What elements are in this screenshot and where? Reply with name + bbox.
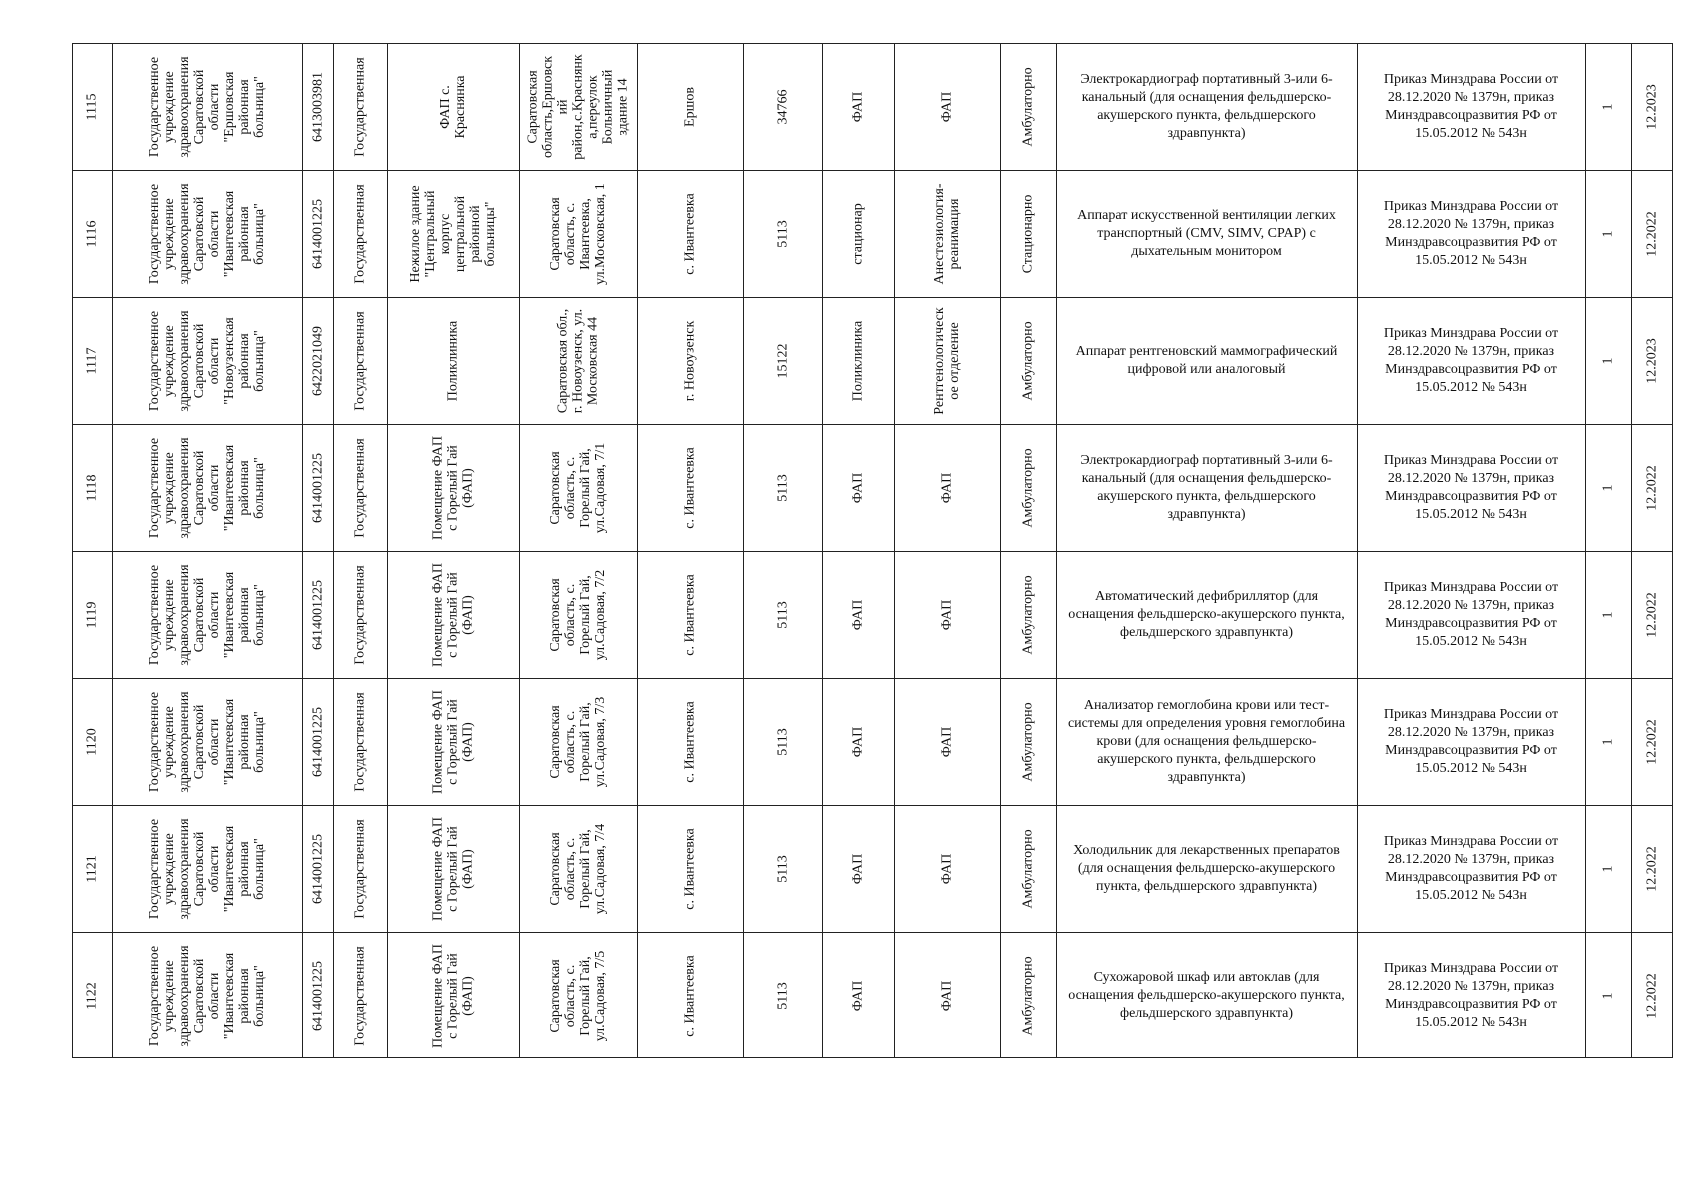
dept-text: ФАП bbox=[939, 599, 955, 630]
address-text: Саратовская область, с. Горелый Гай, ул.Садовая, 7/2 bbox=[548, 569, 608, 660]
cell-care bbox=[1000, 932, 1056, 1059]
type-text: Государственная bbox=[352, 945, 368, 1046]
num-text: 1118 bbox=[84, 474, 100, 501]
cell-equipment bbox=[1056, 932, 1357, 1059]
building-text: Нежилое здание "Центральный корпус центральной районной больницы" bbox=[408, 184, 498, 283]
inn-text: 6422021049 bbox=[310, 325, 325, 396]
dept-text: ФАП bbox=[939, 853, 955, 884]
cell-order bbox=[1357, 678, 1585, 805]
cell-building bbox=[387, 170, 519, 297]
cell-date bbox=[1631, 678, 1673, 805]
care-text: Амбулаторно bbox=[1020, 320, 1036, 401]
order-text: Приказ Минздрава России от 28.12.2020 № 1379н, приказ Минздравсоцразвития РФ от 15.05.2012 № 543н bbox=[1383, 706, 1559, 776]
population-text: 5113 bbox=[775, 473, 790, 502]
address-text: Саратовская область,Ершовск ий район,с.Краснянк а,переулок Больничный здание 14 bbox=[525, 53, 631, 160]
cell-date bbox=[1631, 932, 1673, 1059]
equipment-text: Электрокардиограф портативный 3-или 6-канальный (для оснащения фельдшерско-акушерского пункта, фельдшерского здравпункта) bbox=[1080, 71, 1333, 141]
dept-text: Рентгенологическ ое отделение bbox=[932, 306, 962, 415]
cell-num bbox=[72, 805, 112, 932]
org-text: Государственное учреждение здравоохранения Саратовской области "Ивантеевская районная больница" bbox=[147, 563, 267, 666]
cell-inn bbox=[302, 678, 333, 805]
cell-building bbox=[387, 932, 519, 1059]
address-text: Саратовская область, с. Горелый Гай, ул.Садовая, 7/1 bbox=[548, 442, 608, 533]
table-row bbox=[72, 551, 1673, 678]
type-text: Государственная bbox=[352, 564, 368, 665]
city-text: с. Ивантеевка bbox=[682, 573, 698, 656]
table-row bbox=[72, 805, 1673, 932]
cell-qty bbox=[1585, 297, 1631, 424]
date-text: 12.2022 bbox=[1644, 972, 1660, 1019]
cell-unit bbox=[822, 551, 894, 678]
equipment-text: Аппарат искусственной вентиляции легких транспортный (CMV, SIMV, CPAP) с дыхательным монитором bbox=[1077, 207, 1336, 259]
cell-type bbox=[333, 551, 387, 678]
qty-text: 1 bbox=[1600, 865, 1616, 872]
building-text: Поликлиника bbox=[445, 320, 461, 401]
cell-population bbox=[743, 805, 822, 932]
qty-text: 1 bbox=[1600, 484, 1616, 491]
num-text: 1115 bbox=[84, 93, 100, 120]
cell-qty bbox=[1585, 678, 1631, 805]
cell-building bbox=[387, 805, 519, 932]
care-text: Амбулаторно bbox=[1020, 701, 1036, 782]
inn-text: 6414001225 bbox=[310, 198, 325, 269]
cell-qty bbox=[1585, 551, 1631, 678]
unit-text: стационар bbox=[850, 202, 866, 265]
org-text: Государственное учреждение здравоохранения Саратовской области "Ивантеевская районная больница" bbox=[147, 182, 267, 285]
cell-building bbox=[387, 43, 519, 170]
order-text: Приказ Минздрава России от 28.12.2020 № 1379н, приказ Минздравсоцразвития РФ от 15.05.2012 № 543н bbox=[1383, 579, 1559, 649]
cell-inn bbox=[302, 805, 333, 932]
cell-unit bbox=[822, 43, 894, 170]
cell-qty bbox=[1585, 932, 1631, 1059]
qty-text: 1 bbox=[1600, 103, 1616, 110]
city-text: с. Ивантеевка bbox=[682, 954, 698, 1037]
city-text: с. Ивантеевка bbox=[682, 192, 698, 275]
equipment-text: Холодильник для лекарственных препаратов (для оснащения фельдшерско-акушерского пункта, фельдшерского здравпункта) bbox=[1073, 842, 1340, 894]
date-text: 12.2022 bbox=[1644, 718, 1660, 765]
org-text: Государственное учреждение здравоохранения Саратовской области "Ершовская районная больница" bbox=[147, 55, 267, 158]
cell-care bbox=[1000, 551, 1056, 678]
org-text: Государственное учреждение здравоохранения Саратовской области "Ивантеевская районная больница" bbox=[147, 944, 267, 1047]
cell-care bbox=[1000, 805, 1056, 932]
table-row bbox=[72, 424, 1673, 551]
num-text: 1120 bbox=[84, 727, 100, 756]
order-text: Приказ Минздрава России от 28.12.2020 № 1379н, приказ Минздравсоцразвития РФ от 15.05.2012 № 543н bbox=[1383, 198, 1559, 268]
order-text: Приказ Минздрава России от 28.12.2020 № 1379н, приказ Минздравсоцразвития РФ от 15.05.2012 № 543н bbox=[1383, 325, 1559, 395]
cell-type bbox=[333, 678, 387, 805]
qty-text: 1 bbox=[1600, 992, 1616, 999]
inn-text: 6413003981 bbox=[310, 71, 325, 142]
building-text: Помещение ФАП с Горелый Гай (ФАП) bbox=[430, 689, 476, 794]
cell-unit bbox=[822, 170, 894, 297]
care-text: Амбулаторно bbox=[1020, 574, 1036, 655]
cell-city bbox=[637, 805, 743, 932]
equipment-text: Автоматический дефибриллятор (для оснащения фельдшерско-акушерского пункта, фельдшерского здравпункта) bbox=[1068, 588, 1345, 640]
inn-text: 6414001225 bbox=[310, 579, 325, 650]
building-text: Помещение ФАП с Горелый Гай (ФАП) bbox=[430, 943, 476, 1048]
cell-type bbox=[333, 43, 387, 170]
cell-city bbox=[637, 170, 743, 297]
care-text: Амбулаторно bbox=[1020, 828, 1036, 909]
cell-num bbox=[72, 424, 112, 551]
cell-date bbox=[1631, 805, 1673, 932]
table-row bbox=[72, 170, 1673, 297]
dept-text: ФАП bbox=[939, 980, 955, 1011]
cell-num bbox=[72, 43, 112, 170]
cell-unit bbox=[822, 678, 894, 805]
unit-text: Поликлиника bbox=[850, 320, 866, 401]
cell-org bbox=[112, 170, 302, 297]
cell-address bbox=[519, 805, 637, 932]
population-text: 5113 bbox=[775, 854, 790, 883]
cell-order bbox=[1357, 297, 1585, 424]
care-text: Амбулаторно bbox=[1020, 66, 1036, 147]
table-row bbox=[72, 43, 1673, 170]
unit-text: ФАП bbox=[850, 91, 866, 122]
cell-address bbox=[519, 43, 637, 170]
type-text: Государственная bbox=[352, 56, 368, 157]
unit-text: ФАП bbox=[850, 853, 866, 884]
population-text: 5113 bbox=[775, 600, 790, 629]
address-text: Саратовская обл., г. Новоузенск, ул. Московская 44 bbox=[555, 308, 601, 413]
inn-text: 6414001225 bbox=[310, 706, 325, 777]
cell-qty bbox=[1585, 805, 1631, 932]
num-text: 1116 bbox=[84, 220, 100, 247]
care-text: Амбулаторно bbox=[1020, 955, 1036, 1036]
cell-org bbox=[112, 424, 302, 551]
address-text: Саратовская область, с. Горелый Гай, ул.Садовая, 7/5 bbox=[548, 950, 608, 1041]
equipment-text: Сухожаровой шкаф или автоклав (для оснащения фельдшерско-акушерского пункта, фельдшерского здравпункта) bbox=[1068, 969, 1345, 1021]
cell-inn bbox=[302, 297, 333, 424]
cell-order bbox=[1357, 43, 1585, 170]
cell-inn bbox=[302, 551, 333, 678]
population-text: 5113 bbox=[775, 981, 790, 1010]
org-text: Государственное учреждение здравоохранения Саратовской области "Ивантеевская районная больница" bbox=[147, 690, 267, 793]
table-row bbox=[72, 678, 1673, 805]
building-text: Помещение ФАП с Горелый Гай (ФАП) bbox=[430, 435, 476, 540]
population-text: 15122 bbox=[775, 343, 790, 378]
cell-equipment bbox=[1056, 551, 1357, 678]
cell-num bbox=[72, 551, 112, 678]
org-text: Государственное учреждение здравоохранения Саратовской области "Ивантеевская районная больница" bbox=[147, 436, 267, 539]
cell-address bbox=[519, 551, 637, 678]
qty-text: 1 bbox=[1600, 357, 1616, 364]
qty-text: 1 bbox=[1600, 611, 1616, 618]
order-text: Приказ Минздрава России от 28.12.2020 № 1379н, приказ Минздравсоцразвития РФ от 15.05.2012 № 543н bbox=[1383, 833, 1559, 903]
cell-dept bbox=[894, 43, 1000, 170]
date-text: 12.2023 bbox=[1644, 337, 1660, 384]
table-row bbox=[72, 297, 1673, 424]
cell-inn bbox=[302, 170, 333, 297]
num-text: 1122 bbox=[84, 981, 100, 1010]
cell-equipment bbox=[1056, 297, 1357, 424]
cell-order bbox=[1357, 424, 1585, 551]
cell-dept bbox=[894, 932, 1000, 1059]
cell-care bbox=[1000, 170, 1056, 297]
cell-population bbox=[743, 424, 822, 551]
cell-unit bbox=[822, 932, 894, 1059]
cell-order bbox=[1357, 805, 1585, 932]
care-text: Амбулаторно bbox=[1020, 447, 1036, 528]
cell-dept bbox=[894, 170, 1000, 297]
inn-text: 6414001225 bbox=[310, 833, 325, 904]
cell-order bbox=[1357, 170, 1585, 297]
cell-org bbox=[112, 932, 302, 1059]
cell-address bbox=[519, 170, 637, 297]
org-text: Государственное учреждение здравоохранения Саратовской области "Ивантеевская районная больница" bbox=[147, 817, 267, 920]
cell-building bbox=[387, 678, 519, 805]
dept-text: Анестезиология- реанимация bbox=[932, 182, 962, 285]
cell-city bbox=[637, 932, 743, 1059]
unit-text: ФАП bbox=[850, 472, 866, 503]
population-text: 5113 bbox=[775, 219, 790, 248]
qty-text: 1 bbox=[1600, 230, 1616, 237]
address-text: Саратовская область, с. Горелый Гай, ул.Садовая, 7/3 bbox=[548, 696, 608, 787]
cell-type bbox=[333, 932, 387, 1059]
cell-population bbox=[743, 678, 822, 805]
address-text: Саратовская область, с. Ивантеевка, ул.Московская, 1 bbox=[548, 182, 608, 285]
cell-num bbox=[72, 170, 112, 297]
type-text: Государственная bbox=[352, 437, 368, 538]
building-text: Помещение ФАП с Горелый Гай (ФАП) bbox=[430, 562, 476, 667]
city-text: с. Ивантеевка bbox=[682, 700, 698, 783]
cell-address bbox=[519, 297, 637, 424]
building-text: ФАП с. Краснянка bbox=[438, 75, 468, 138]
city-text: г. Новоузенск bbox=[682, 320, 698, 401]
date-text: 12.2022 bbox=[1644, 845, 1660, 892]
cell-care bbox=[1000, 678, 1056, 805]
type-text: Государственная bbox=[352, 818, 368, 919]
qty-text: 1 bbox=[1600, 738, 1616, 745]
date-text: 12.2022 bbox=[1644, 591, 1660, 638]
cell-equipment bbox=[1056, 678, 1357, 805]
cell-date bbox=[1631, 424, 1673, 551]
equipment-table bbox=[72, 43, 1673, 1058]
cell-city bbox=[637, 297, 743, 424]
order-text: Приказ Минздрава России от 28.12.2020 № 1379н, приказ Минздравсоцразвития РФ от 15.05.2012 № 543н bbox=[1383, 452, 1559, 522]
cell-equipment bbox=[1056, 43, 1357, 170]
cell-equipment bbox=[1056, 805, 1357, 932]
cell-dept bbox=[894, 678, 1000, 805]
cell-dept bbox=[894, 551, 1000, 678]
cell-city bbox=[637, 424, 743, 551]
date-text: 12.2022 bbox=[1644, 210, 1660, 257]
cell-population bbox=[743, 170, 822, 297]
cell-inn bbox=[302, 43, 333, 170]
cell-city bbox=[637, 551, 743, 678]
cell-qty bbox=[1585, 424, 1631, 551]
num-text: 1119 bbox=[84, 601, 100, 628]
order-text: Приказ Минздрава России от 28.12.2020 № 1379н, приказ Минздравсоцразвития РФ от 15.05.2012 № 543н bbox=[1383, 960, 1559, 1030]
order-text: Приказ Минздрава России от 28.12.2020 № 1379н, приказ Минздравсоцразвития РФ от 15.05.2012 № 543н bbox=[1383, 71, 1559, 141]
population-text: 34766 bbox=[775, 89, 790, 124]
cell-org bbox=[112, 43, 302, 170]
inn-text: 6414001225 bbox=[310, 452, 325, 523]
cell-population bbox=[743, 43, 822, 170]
cell-org bbox=[112, 297, 302, 424]
cell-unit bbox=[822, 805, 894, 932]
building-text: Помещение ФАП с Горелый Гай (ФАП) bbox=[430, 816, 476, 921]
cell-building bbox=[387, 551, 519, 678]
unit-text: ФАП bbox=[850, 599, 866, 630]
cell-order bbox=[1357, 932, 1585, 1059]
cell-care bbox=[1000, 297, 1056, 424]
inn-text: 6414001225 bbox=[310, 960, 325, 1031]
unit-text: ФАП bbox=[850, 726, 866, 757]
table-row bbox=[72, 932, 1673, 1059]
org-text: Государственное учреждение здравоохранения Саратовской области "Новоузенская районная больница" bbox=[147, 309, 267, 412]
cell-num bbox=[72, 678, 112, 805]
cell-dept bbox=[894, 297, 1000, 424]
cell-org bbox=[112, 805, 302, 932]
equipment-text: Электрокардиограф портативный 3-или 6-канальный (для оснащения фельдшерско-акушерского пункта, фельдшерского здравпункта) bbox=[1080, 452, 1333, 522]
cell-inn bbox=[302, 424, 333, 551]
cell-type bbox=[333, 170, 387, 297]
cell-num bbox=[72, 297, 112, 424]
cell-qty bbox=[1585, 43, 1631, 170]
cell-address bbox=[519, 678, 637, 805]
cell-care bbox=[1000, 424, 1056, 551]
city-text: Ершов bbox=[682, 86, 698, 127]
cell-building bbox=[387, 424, 519, 551]
cell-equipment bbox=[1056, 170, 1357, 297]
unit-text: ФАП bbox=[850, 980, 866, 1011]
cell-care bbox=[1000, 43, 1056, 170]
equipment-text: Анализатор гемоглобина крови или тест-системы для определения уровня гемоглобина крови (для оснащения фельдшерско-акушерского пункта, фельдшерского здравпункта) bbox=[1067, 697, 1346, 785]
care-text: Стационарно bbox=[1020, 194, 1036, 273]
cell-unit bbox=[822, 297, 894, 424]
cell-order bbox=[1357, 551, 1585, 678]
cell-city bbox=[637, 678, 743, 805]
cell-date bbox=[1631, 43, 1673, 170]
cell-type bbox=[333, 297, 387, 424]
num-text: 1117 bbox=[84, 347, 100, 374]
date-text: 12.2022 bbox=[1644, 464, 1660, 511]
cell-population bbox=[743, 932, 822, 1059]
cell-dept bbox=[894, 424, 1000, 551]
address-text: Саратовская область, с. Горелый Гай, ул.Садовая, 7/4 bbox=[548, 823, 608, 914]
cell-equipment bbox=[1056, 424, 1357, 551]
cell-inn bbox=[302, 932, 333, 1059]
cell-dept bbox=[894, 805, 1000, 932]
type-text: Государственная bbox=[352, 691, 368, 792]
cell-city bbox=[637, 43, 743, 170]
cell-org bbox=[112, 551, 302, 678]
cell-type bbox=[333, 424, 387, 551]
cell-address bbox=[519, 932, 637, 1059]
equipment-text: Аппарат рентгеновский маммографический цифровой или аналоговый bbox=[1075, 343, 1338, 377]
cell-date bbox=[1631, 170, 1673, 297]
population-text: 5113 bbox=[775, 727, 790, 756]
city-text: с. Ивантеевка bbox=[682, 446, 698, 529]
cell-address bbox=[519, 424, 637, 551]
dept-text: ФАП bbox=[939, 91, 955, 122]
cell-date bbox=[1631, 297, 1673, 424]
dept-text: ФАП bbox=[939, 726, 955, 757]
cell-population bbox=[743, 551, 822, 678]
num-text: 1121 bbox=[84, 854, 100, 883]
cell-qty bbox=[1585, 170, 1631, 297]
cell-building bbox=[387, 297, 519, 424]
cell-date bbox=[1631, 551, 1673, 678]
city-text: с. Ивантеевка bbox=[682, 827, 698, 910]
type-text: Государственная bbox=[352, 183, 368, 284]
cell-unit bbox=[822, 424, 894, 551]
cell-type bbox=[333, 805, 387, 932]
date-text: 12.2023 bbox=[1644, 83, 1660, 130]
dept-text: ФАП bbox=[939, 472, 955, 503]
cell-population bbox=[743, 297, 822, 424]
type-text: Государственная bbox=[352, 310, 368, 411]
cell-org bbox=[112, 678, 302, 805]
cell-num bbox=[72, 932, 112, 1059]
